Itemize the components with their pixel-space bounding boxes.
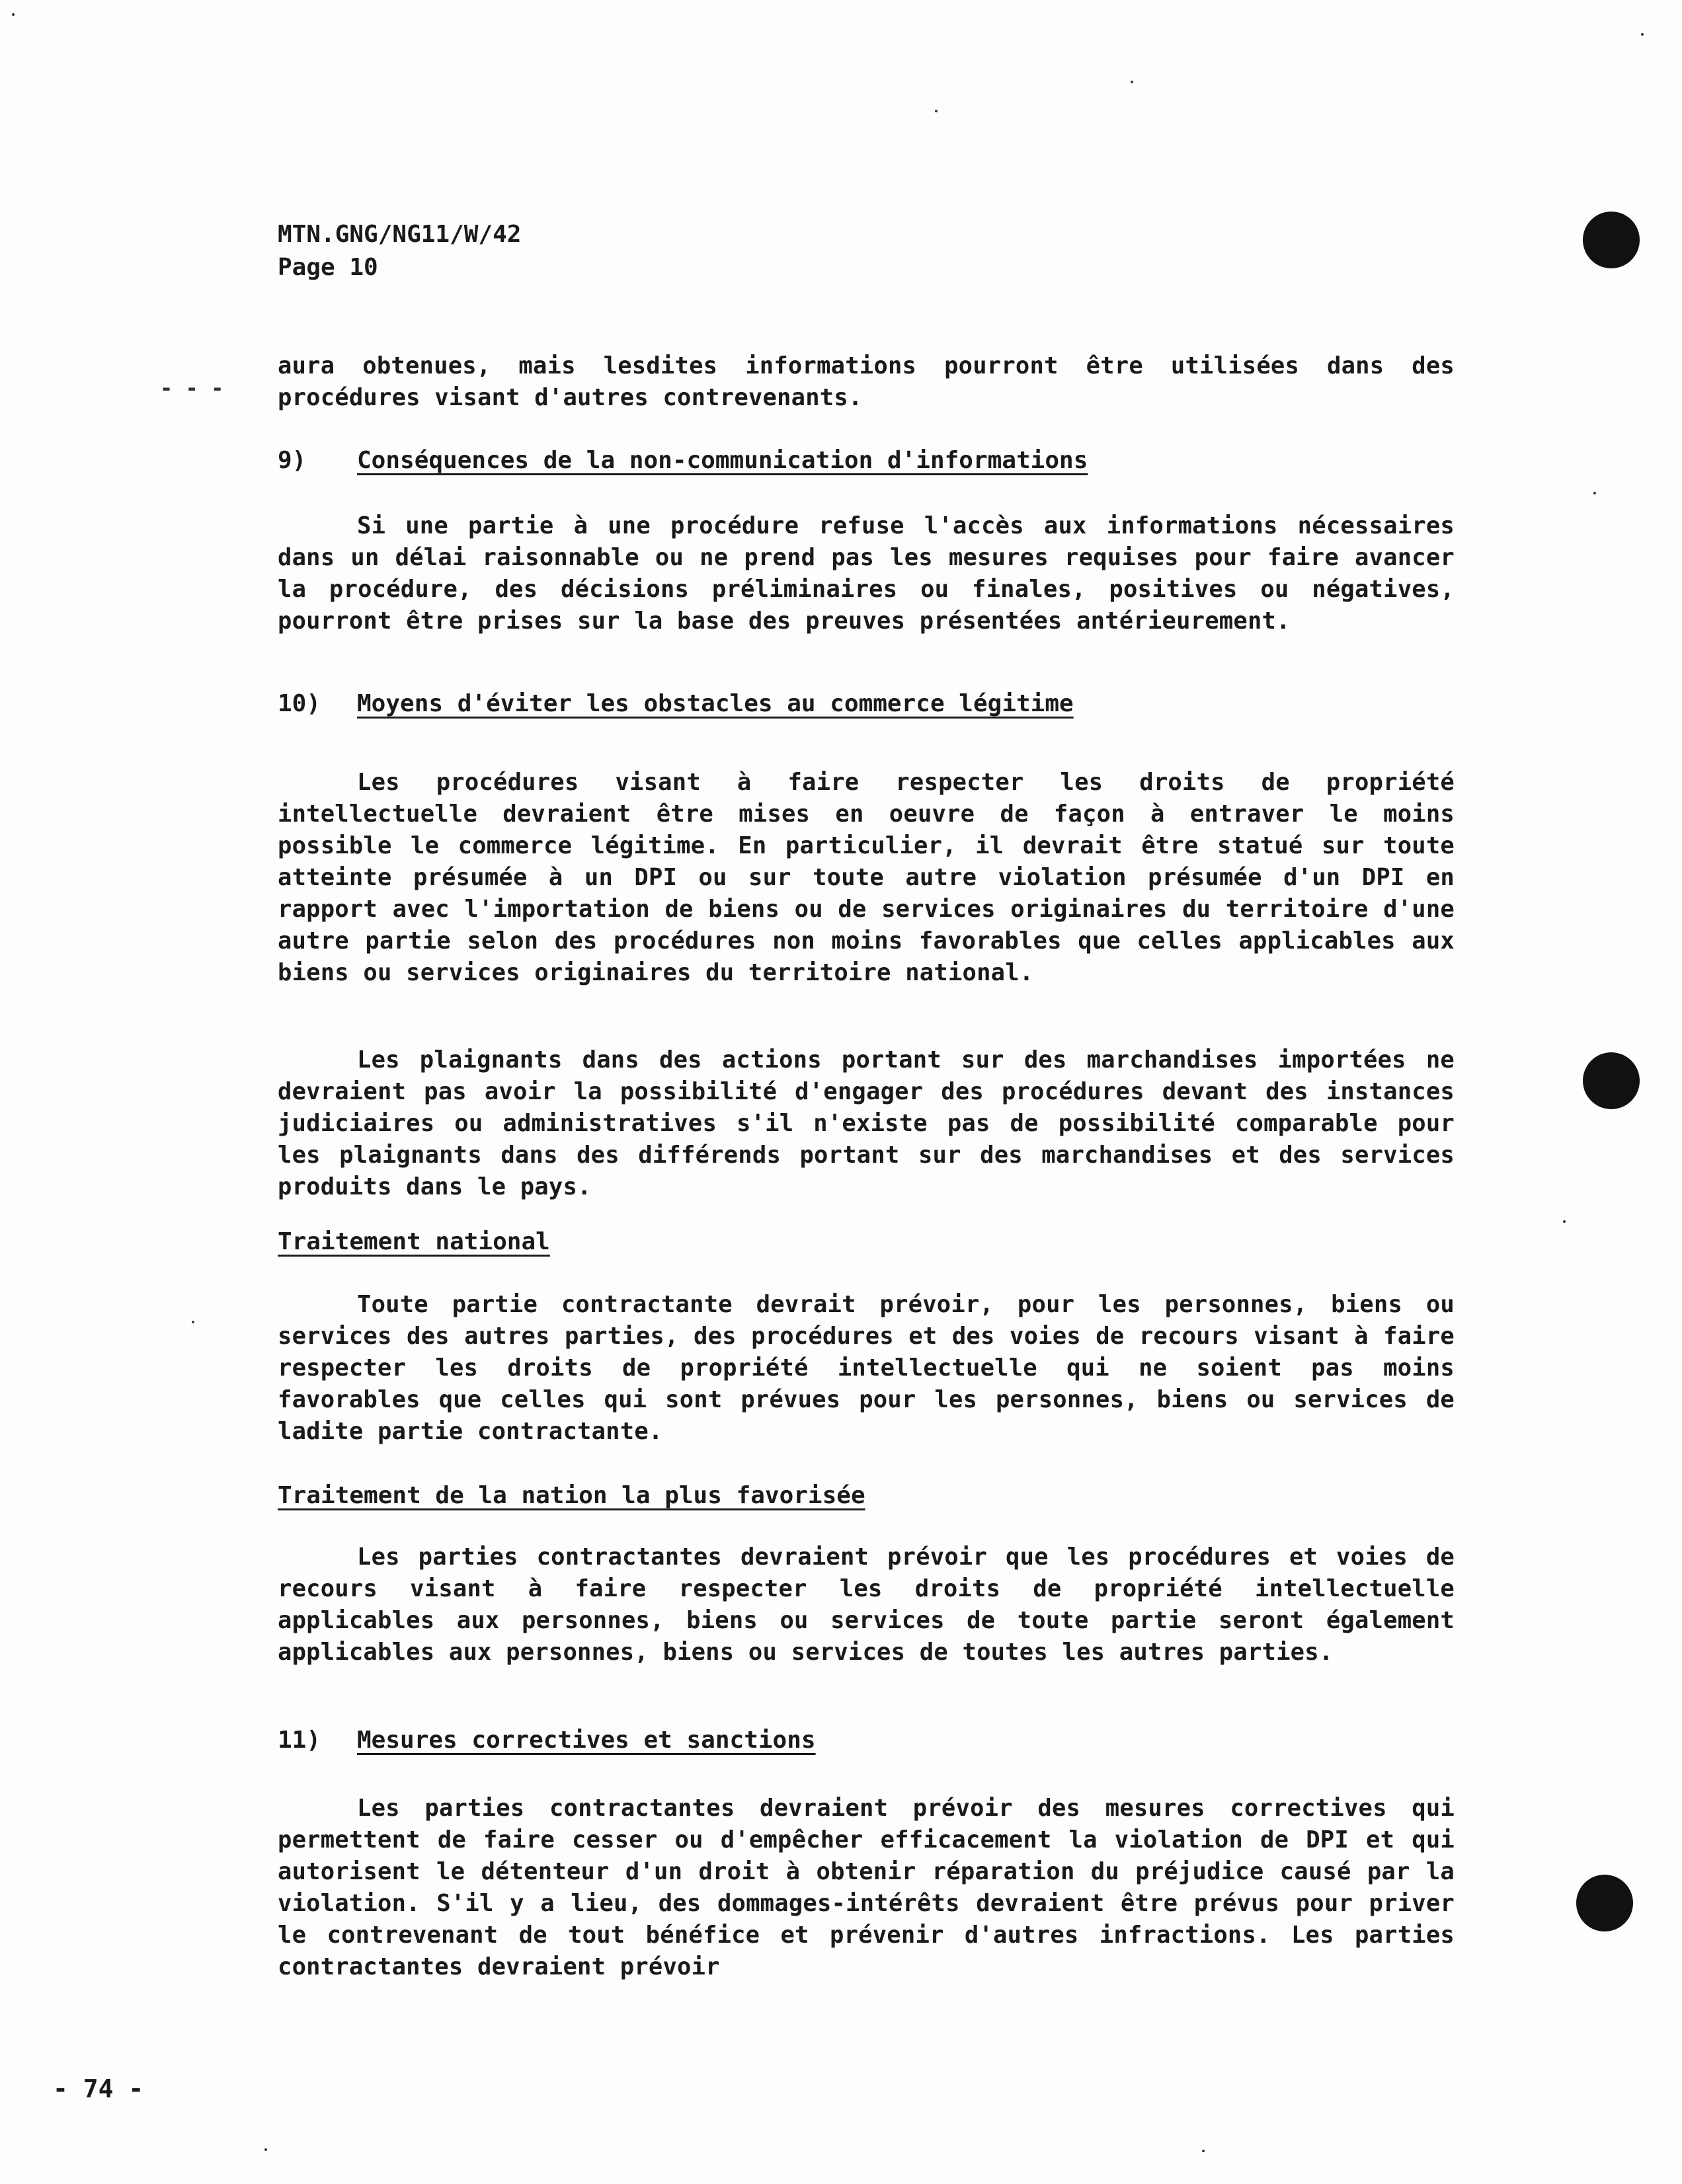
section-number: 10) bbox=[278, 690, 321, 717]
paragraph: Si une partie à une procédure refuse l'accès aux informations nécessaires dans un délai raisonnable ou ne prend pas les mesures requises pour faire avancer la procédure, des décisions préliminaires ou finales, positives ou négatives, pourront être prises sur la base des preuves présentées antérieurement. bbox=[278, 512, 1455, 635]
section-10-paragraph-2 bbox=[278, 1044, 1455, 1203]
document-reference: MTN.GNG/NG11/W/42 bbox=[278, 221, 522, 248]
margin-dash-mark: - - - bbox=[160, 375, 224, 401]
section-11-body bbox=[278, 1793, 1455, 1983]
document-header bbox=[278, 218, 521, 284]
section-9-heading bbox=[278, 444, 1088, 477]
section-number: 11) bbox=[278, 1727, 321, 1754]
continuation-block bbox=[278, 350, 1455, 414]
scan-speck bbox=[1563, 1220, 1566, 1223]
scan-speck bbox=[1202, 2150, 1205, 2152]
paragraph: Les procédures visant à faire respecter les droits de propriété intellectuelle devraient être mises en oeuvre de façon à entraver le moins possible le commerce légitime. En particulier, il devrait être statué sur toute atteinte présumée à un DPI ou sur toute autre violation présumée d'un DPI en rapport avec l'importation de biens ou de services originaires du territoire d'une autre partie selon des procédures non moins favorables que celles applicables aux biens ou services originaires du territoire national. bbox=[278, 769, 1455, 986]
section-9-body bbox=[278, 510, 1455, 637]
section-title: Conséquences de la non-communication d'informations bbox=[357, 447, 1088, 474]
footer-page-number: - 74 - bbox=[53, 2074, 144, 2103]
paragraph: Les parties contractantes devraient prévoir des mesures correctives qui permettent de faire cesser ou d'empêcher efficacement la violation de DPI et qui autorisent le détenteur d'un droit à obtenir réparation du préjudice causé par la violation. S'il y a lieu, des dommages-intérêts devraient être prévus pour priver le contrevenant de tout bénéfice et prévenir d'autres infractions. Les parties contractantes devraient prévoir bbox=[278, 1795, 1455, 1980]
paragraph: Les parties contractantes devraient prévoir que les procédures et voies de recours visant à faire respecter les droits de propriété intellectuelle applicables aux personnes, biens ou services de toute partie seront également applicables aux personnes, biens ou services de toutes les autres parties. bbox=[278, 1543, 1455, 1666]
scan-speck bbox=[1593, 492, 1596, 494]
scan-speck bbox=[1131, 81, 1133, 83]
section-11-heading bbox=[278, 1724, 816, 1757]
mfn-body bbox=[278, 1541, 1455, 1668]
subsection-heading-mfn: Traitement de la nation la plus favorisée bbox=[278, 1482, 865, 1509]
paragraph: Les plaignants dans des actions portant sur des marchandises importées ne devraient pas avoir la possibilité d'engager des procédures devant des instances judiciaires ou administratives s'il n'existe pas de possibilité comparable pour les plaignants dans des différends portant sur des marchandises et des services produits dans le pays. bbox=[278, 1046, 1455, 1200]
national-treatment-body bbox=[278, 1289, 1455, 1448]
page-label: Page 10 bbox=[278, 254, 378, 281]
section-title: Mesures correctives et sanctions bbox=[357, 1727, 816, 1754]
scan-speck bbox=[935, 110, 938, 112]
scan-speck bbox=[264, 2148, 267, 2151]
continuation-paragraph: aura obtenues, mais lesdites informations pourront être utilisées dans des procédures visant d'autres contrevenants. bbox=[278, 352, 1455, 411]
subsection-heading-national-treatment: Traitement national bbox=[278, 1228, 550, 1255]
punch-hole-middle bbox=[1583, 1052, 1640, 1109]
paragraph: Toute partie contractante devrait prévoir, pour les personnes, biens ou services des autres parties, des procédures et des voies de recours visant à faire respecter les droits de propriété intellectuelle qui ne soient pas moins favorables que celles qui sont prévues pour les personnes, biens ou services de ladite partie contractante. bbox=[278, 1291, 1455, 1445]
scan-speck bbox=[1641, 33, 1644, 36]
section-10-paragraph-1 bbox=[278, 767, 1455, 989]
punch-hole-bottom bbox=[1576, 1875, 1633, 1931]
section-title: Moyens d'éviter les obstacles au commerce légitime bbox=[357, 690, 1074, 717]
scan-speck bbox=[12, 13, 15, 16]
punch-hole-top bbox=[1583, 212, 1640, 268]
section-10-heading bbox=[278, 687, 1074, 721]
section-number: 9) bbox=[278, 447, 307, 474]
scan-speck bbox=[192, 1321, 194, 1323]
